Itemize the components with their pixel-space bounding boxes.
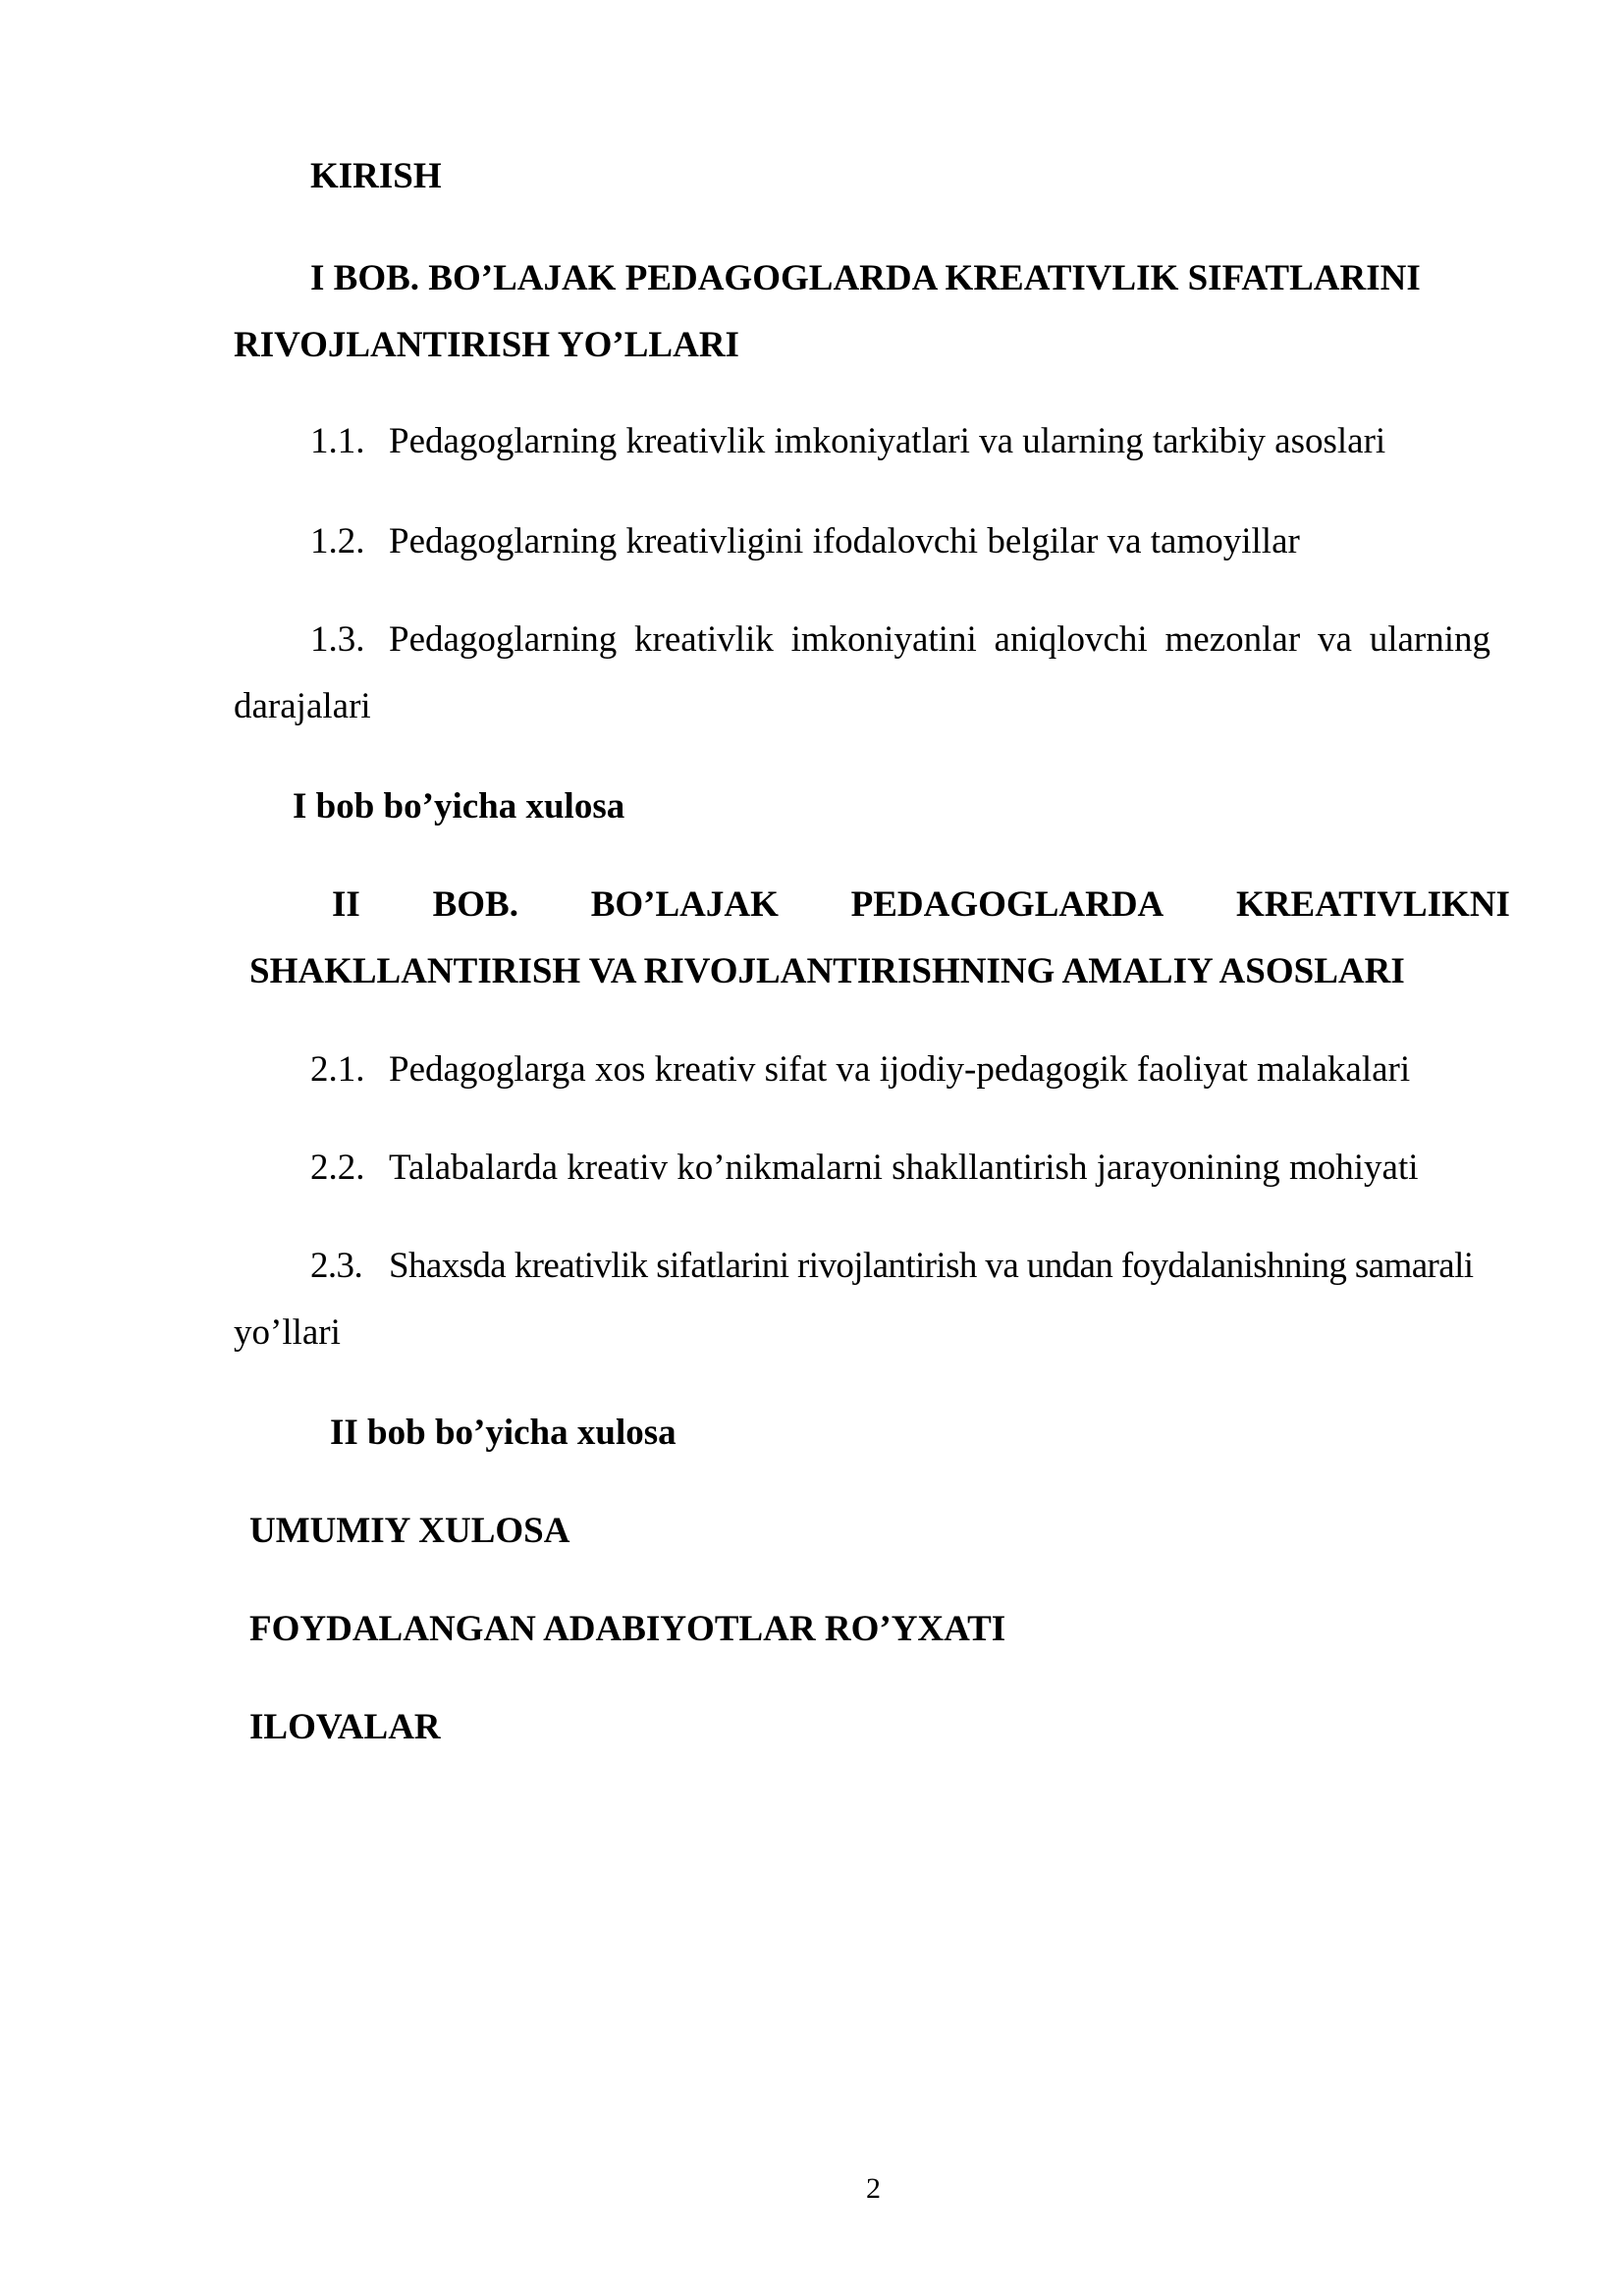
toc-item-text: Shaxsda kreativlik sifatlarini rivojlantirish va undan foydalanishning samarali xyxy=(389,1246,1474,1286)
page-number: 2 xyxy=(866,2172,881,2205)
chapter1-title-line1: I BOB. BO’LAJAK PEDAGOGLARDA KREATIVLIK SIFATLARINI xyxy=(310,258,1421,298)
toc-item-2-3-continuation: yo’llari xyxy=(234,1312,341,1353)
toc-item-text: Pedagoglarning kreativlik imkoniyatini aniqlovchi mezonlar va ularning xyxy=(389,619,1490,660)
toc-item-1-3-continuation: darajalari xyxy=(234,686,371,726)
toc-item-text: Pedagoglarning kreativlik imkoniyatlari va ularning tarkibiy asoslari xyxy=(389,421,1386,461)
toc-item-1-2 xyxy=(310,520,1300,563)
chapter2-title-line1 xyxy=(332,883,1510,927)
chapter2-title-line2: SHAKLLANTIRISH VA RIVOJLANTIRISHNING AMALIY ASOSLARI xyxy=(249,951,1405,991)
toc-item-text: Pedagoglarga xos kreativ sifat va ijodiy-pedagogik faoliyat malakalari xyxy=(389,1049,1411,1090)
toc-item-text: Talabalarda kreativ ko’nikmalarni shakllantirish jarayonining mohiyati xyxy=(389,1148,1419,1188)
toc-item-number: 1.2. xyxy=(310,521,365,561)
chapter1-title-line2: RIVOJLANTIRISH YO’LLARI xyxy=(234,325,739,365)
toc-item-2-2 xyxy=(310,1147,1419,1190)
chapter2-title-word: PEDAGOGLARDA xyxy=(850,884,1164,925)
general-conclusion-heading: UMUMIY XULOSA xyxy=(249,1511,570,1551)
toc-item-number: 2.3. xyxy=(310,1246,363,1286)
toc-item-number: 1.3. xyxy=(310,619,365,660)
chapter1-conclusion: I bob bo’yicha xulosa xyxy=(293,786,625,827)
chapter2-title-word: BOB. xyxy=(432,884,518,925)
chapter2-conclusion: II bob bo’yicha xulosa xyxy=(330,1413,677,1453)
chapter2-title-word: II xyxy=(332,884,360,925)
toc-item-number: 1.1. xyxy=(310,421,365,461)
toc-item-2-1 xyxy=(310,1048,1410,1092)
chapter2-title-word: KREATIVLIKNI xyxy=(1236,884,1510,925)
toc-item-1-3 xyxy=(310,618,1490,662)
appendices-heading: ILOVALAR xyxy=(249,1707,441,1747)
references-heading: FOYDALANGAN ADABIYOTLAR RO’YXATI xyxy=(249,1609,1006,1649)
toc-item-number: 2.1. xyxy=(310,1049,365,1090)
toc-item-2-3 xyxy=(310,1245,1473,1288)
kirish-heading: KIRISH xyxy=(310,156,442,196)
toc-item-text: Pedagoglarning kreativligini ifodalovchi belgilar va tamoyillar xyxy=(389,521,1300,561)
toc-item-number: 2.2. xyxy=(310,1148,365,1188)
chapter2-title-word: BO’LAJAK xyxy=(590,884,779,925)
toc-item-1-1 xyxy=(310,420,1385,463)
